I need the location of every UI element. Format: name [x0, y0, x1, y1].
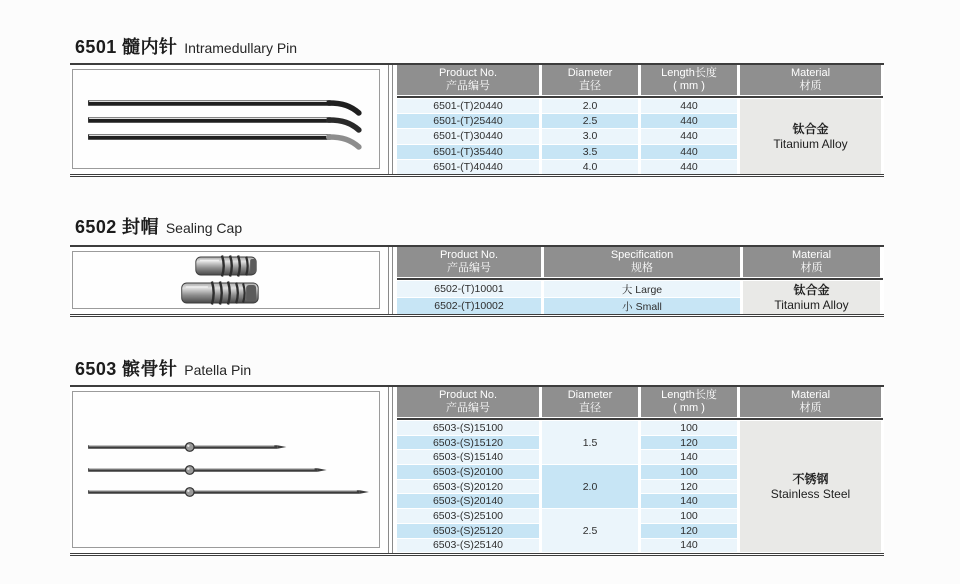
sealing-cap-small [182, 282, 258, 305]
column-header [740, 65, 881, 95]
header-divider-rule [397, 278, 883, 280]
product-cell: 6501-(T)35440 [397, 145, 539, 159]
header-divider-rule [397, 418, 883, 420]
column-header-en: Diameter [567, 389, 613, 401]
patella-pin-short [88, 443, 286, 452]
column-header-zh: ( mm ) [673, 80, 705, 92]
column-header [397, 65, 539, 95]
column-header [397, 247, 541, 277]
product-table-6502 [397, 247, 883, 314]
section-title-zh: 6501 髓内针 [75, 37, 178, 57]
length-cell: 140 [641, 450, 737, 464]
material-cell [740, 99, 881, 174]
product-image-panel [72, 251, 380, 309]
section-title-6502 [75, 213, 242, 239]
diameter-group-cell: 1.5 [542, 421, 638, 464]
product-cell: 6501-(T)20440 [397, 99, 539, 113]
column-header-en: Product No. [438, 389, 498, 401]
length-cell: 140 [641, 494, 737, 508]
product-cell: 6503-(S)20100 [397, 465, 539, 479]
intramedullary-pins-illustration [73, 70, 379, 168]
column-header-en: Specification [610, 249, 674, 261]
product-table-6503 [397, 387, 883, 553]
product-image-panel [72, 69, 380, 169]
length-cell: 440 [641, 160, 737, 174]
length-cell: 100 [641, 509, 737, 523]
header-divider-rule [397, 96, 883, 98]
product-table-6501 [397, 65, 883, 174]
section-title-zh: 6502 封帽 [75, 217, 159, 237]
product-cell: 6503-(S)25140 [397, 539, 539, 553]
section-title-en: Patella Pin [184, 362, 252, 378]
column-header [542, 387, 638, 417]
column-header [740, 387, 881, 417]
section-title-en: Sealing Cap [165, 220, 243, 236]
diameter-cell: 3.5 [542, 145, 638, 159]
diameter-group-cell: 2.5 [542, 509, 638, 552]
column-header-en: Product No. [438, 67, 498, 79]
column-header-zh: 规格 [631, 262, 653, 274]
section-title-zh: 6503 髌骨针 [75, 359, 178, 379]
diameter-cell: 4.0 [542, 160, 638, 174]
material-zh: 钛合金 [793, 283, 830, 297]
diameter-cell: 2.0 [542, 99, 638, 113]
table-body [397, 281, 883, 314]
spec-cell: 大 Large [544, 281, 740, 297]
spec-cell: 小 Small [544, 298, 740, 314]
product-cell: 6503-(S)25100 [397, 509, 539, 523]
material-zh: 不锈钢 [792, 472, 829, 487]
column-header-zh: 直径 [579, 80, 601, 92]
length-cell: 100 [641, 421, 737, 435]
length-cell: 440 [641, 99, 737, 113]
product-cell: 6501-(T)40440 [397, 160, 539, 174]
panel-table-divider [388, 65, 393, 174]
product-cell: 6503-(S)15140 [397, 450, 539, 464]
length-cell: 440 [641, 129, 737, 143]
column-header [743, 247, 880, 277]
column-header [641, 387, 737, 417]
product-cell: 6503-(S)15120 [397, 436, 539, 450]
section-content-6501 [70, 63, 884, 177]
column-header-en: Diameter [567, 67, 613, 79]
material-cell [743, 281, 880, 314]
product-cell: 6501-(T)30440 [397, 129, 539, 143]
table-body [397, 421, 883, 552]
section-content-6502 [70, 245, 884, 317]
panel-table-divider [388, 387, 393, 553]
section-title-en: Intramedullary Pin [184, 40, 298, 56]
sealing-caps-illustration [73, 252, 379, 308]
product-cell: 6502-(T)10001 [397, 281, 541, 297]
column-header-en: Material [790, 389, 831, 401]
column-header-zh: 材质 [799, 80, 822, 92]
panel-table-divider [388, 247, 393, 314]
length-cell: 120 [641, 436, 737, 450]
section-title-6501 [75, 33, 297, 59]
patella-pin-long [88, 488, 369, 497]
table-header-row [397, 247, 883, 277]
section-title-6503 [75, 355, 251, 381]
intramedullary-pin-2 [88, 118, 359, 130]
length-cell: 440 [641, 114, 737, 128]
column-header-zh: 产品编号 [446, 402, 490, 414]
table-header-row [397, 65, 883, 95]
length-cell: 440 [641, 145, 737, 159]
column-header-en: Length长度 [661, 67, 717, 79]
product-cell: 6503-(S)20120 [397, 480, 539, 494]
table-header-row [397, 387, 883, 417]
column-header [542, 65, 638, 95]
product-cell: 6502-(T)10002 [397, 298, 541, 314]
diameter-cell: 2.5 [542, 114, 638, 128]
column-header [397, 387, 539, 417]
column-header-en: Product No. [439, 249, 499, 261]
intramedullary-pin-3 [88, 135, 359, 147]
column-header-zh: 直径 [579, 402, 601, 414]
length-cell: 120 [641, 524, 737, 538]
column-header-en: Material [790, 67, 831, 79]
material-zh: 钛合金 [792, 121, 829, 136]
column-header-zh: 材质 [800, 262, 823, 274]
length-cell: 100 [641, 465, 737, 479]
length-cell: 120 [641, 480, 737, 494]
product-image-panel [72, 391, 380, 548]
diameter-group-cell: 2.0 [542, 465, 638, 508]
patella-pin-medium [88, 466, 327, 475]
column-header-zh: 产品编号 [446, 80, 490, 92]
column-header-zh: ( mm ) [673, 402, 705, 414]
section-content-6503 [70, 385, 884, 556]
material-en: Titanium Alloy [773, 136, 848, 151]
table-body [397, 99, 883, 174]
column-header-en: Length长度 [661, 389, 717, 401]
column-header-zh: 产品编号 [447, 262, 491, 274]
patella-pins-illustration [73, 392, 379, 547]
material-en: Stainless Steel [770, 487, 851, 502]
material-en: Titanium Alloy [774, 298, 849, 312]
length-cell: 140 [641, 539, 737, 553]
product-cell: 6501-(T)25440 [397, 114, 539, 128]
column-header-en: Material [791, 249, 832, 261]
diameter-cell: 3.0 [542, 129, 638, 143]
product-cell: 6503-(S)20140 [397, 494, 539, 508]
intramedullary-pin-1 [88, 101, 359, 113]
product-cell: 6503-(S)25120 [397, 524, 539, 538]
sealing-cap-large [196, 256, 256, 277]
column-header [641, 65, 737, 95]
column-header-zh: 材质 [799, 402, 822, 414]
column-header [544, 247, 740, 277]
material-cell [740, 421, 881, 552]
product-cell: 6503-(S)15100 [397, 421, 539, 435]
